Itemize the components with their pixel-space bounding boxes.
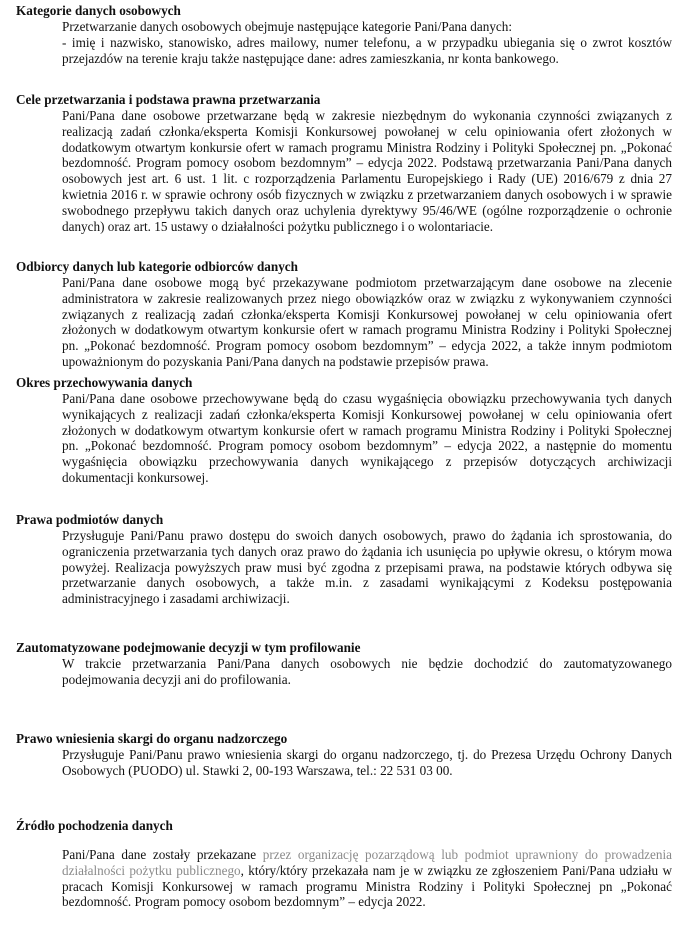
section-body bbox=[62, 275, 672, 370]
section-purposes bbox=[16, 92, 672, 234]
section-body bbox=[62, 391, 672, 486]
section-body bbox=[62, 747, 672, 779]
section-heading: Kategorie danych osobowych bbox=[16, 3, 181, 18]
section-heading: Okres przechowywania danych bbox=[16, 375, 193, 390]
section-heading: Zautomatyzowane podejmowanie decyzji w tym profilowanie bbox=[16, 640, 361, 655]
section-heading: Prawa podmiotów danych bbox=[16, 512, 164, 527]
paragraph: Przysługuje Pani/Panu prawo wniesienia skargi do organu nadzorczego, tj. do Prezesa Urzędu Ochrony Danych Osobowych (PUODO) ul. Stawki 2, 00-193 Warszawa, tel.: 22 531 03 00. bbox=[62, 747, 672, 778]
paragraph: Przetwarzanie danych osobowych obejmuje następujące kategorie Pani/Pana danych: bbox=[62, 19, 513, 34]
muted-text-fragment: przez organizację pozarządową lub podmiot uprawniony do prowadzenia działalności pożytku publicznego bbox=[62, 847, 672, 878]
paragraph: Przysługuje Pani/Panu prawo dostępu do swoich danych osobowych, prawo do żądania ich sprostowania, do ograniczenia przetwarzania tych danych oraz prawo do żądania ich usunięcia po upływie okresu, o którym mowa powyżej. Realizacja powyższych praw musi być zgodna z przepisami prawa, na podstawie których odbywa się przetwarzanie danych osobowych, a także m.in. z zasadami wynikającymi z Kodeksu postępowania administracyjnego i zasadami archiwizacji. bbox=[62, 528, 672, 607]
paragraph: Pani/Pana dane osobowe przetwarzane będą w zakresie niezbędnym do wykonania czynności związanych z realizacją zadań członka/eksperta Komisji Konkursowej powołanej w celu opiniowania ofert złożonych w dodatkowym otwartym konkursie ofert w ramach programu Ministra Rodziny i Polityki Społecznej pn. „Pokonać bezdomność. Program pomocy osobom bezdomnym” – edycja 2022. Podstawą przetwarzania Pani/Pana danych osobowych jest art. 6 ust. 1 lit. c rozporządzenia Parlamentu Europejskiego i Rady (UE) 2016/679 z dnia 27 kwietnia 2016 r. w sprawie ochrony osób fizycznych w związku z przetwarzaniem danych osobowych i w sprawie swobodnego przepływu takich danych oraz uchylenia dyrektywy 95/46/WE (ogólne rozporządzenie o ochronie danych) oraz art. 15 ustawy o działalności pożytku publicznego i o wolontariacie. bbox=[62, 108, 672, 234]
section-complaint bbox=[16, 731, 672, 779]
section-rights bbox=[16, 512, 672, 607]
section-automated-decisions bbox=[16, 640, 672, 688]
section-recipients bbox=[16, 259, 672, 370]
paragraph: W trakcie przetwarzania Pani/Pana danych osobowych nie będzie dochodzić do zautomatyzowanego podejmowania decyzji ani do profilowania. bbox=[62, 656, 672, 687]
section-body bbox=[62, 108, 672, 234]
section-body bbox=[62, 656, 672, 688]
section-heading: Źródło pochodzenia danych bbox=[16, 818, 173, 833]
section-heading: Cele przetwarzania i podstawa prawna przetwarzania bbox=[16, 92, 321, 107]
section-body bbox=[62, 528, 672, 607]
text-fragment: Pani/Pana dane zostały przekazane bbox=[62, 847, 263, 862]
section-heading: Prawo wniesienia skargi do organu nadzorczego bbox=[16, 731, 288, 746]
section-retention bbox=[16, 375, 672, 486]
section-data-source bbox=[16, 818, 672, 910]
section-heading: Odbiorcy danych lub kategorie odbiorców danych bbox=[16, 259, 298, 274]
section-body bbox=[62, 19, 672, 66]
paragraph: - imię i nazwisko, stanowisko, adres mailowy, numer telefonu, a w przypadku ubiegania się o zwrot kosztów przejazdów na terenie kraju także następujące dane: adres zamieszkania, nr konta bankowego. bbox=[62, 34, 672, 66]
section-body bbox=[62, 847, 672, 910]
section-categories bbox=[16, 3, 672, 66]
text-fragment: , który/który przekazała nam je w związku ze zgłoszeniem Pani/Pana udziału w pracach Komisji Konkursowej w ramach programu Ministra Rodziny i Polityki Społecznej pn „Pokonać bezdomność. Program pomocy osobom bezdomnym” – edycja 2022. bbox=[62, 862, 672, 910]
paragraph bbox=[62, 847, 672, 910]
paragraph: Pani/Pana dane osobowe mogą być przekazywane podmiotom przetwarzającym dane osobowe na zlecenie administratora w zakresie realizowanych przez niego obowiązków oraz w związku z wykonywaniem czynności związanych z realizacją zadań członka/eksperta Komisji Konkursowej powołanej w celu opiniowania ofert złożonych w dodatkowym otwartym konkursie ofert w ramach programu Ministra Rodziny i Polityki Społecznej pn. „Pokonać bezdomność. Program pomocy osobom bezdomnym” – edycja 2022, a także innym podmiotom upoważnionym do pozyskania Pani/Pana danych na podstawie przepisów prawa. bbox=[62, 275, 672, 369]
paragraph: Pani/Pana dane osobowe przechowywane będą do czasu wygaśnięcia obowiązku przechowywania tych danych wynikających z realizacji zadań członka/eksperta Komisji Konkursowej powołanej w celu opiniowania ofert złożonych w dodatkowym otwartym konkursie ofert w ramach programu Ministra Rodziny i Polityki Społecznej pn. „Pokonać bezdomność. Program pomocy osobom bezdomnym” – edycja 2022, a następnie do momentu wygaśnięcia obowiązku przechowywania danych wynikającego z przepisów dotyczących archiwizacji dokumentacji konkursowej. bbox=[62, 391, 672, 485]
